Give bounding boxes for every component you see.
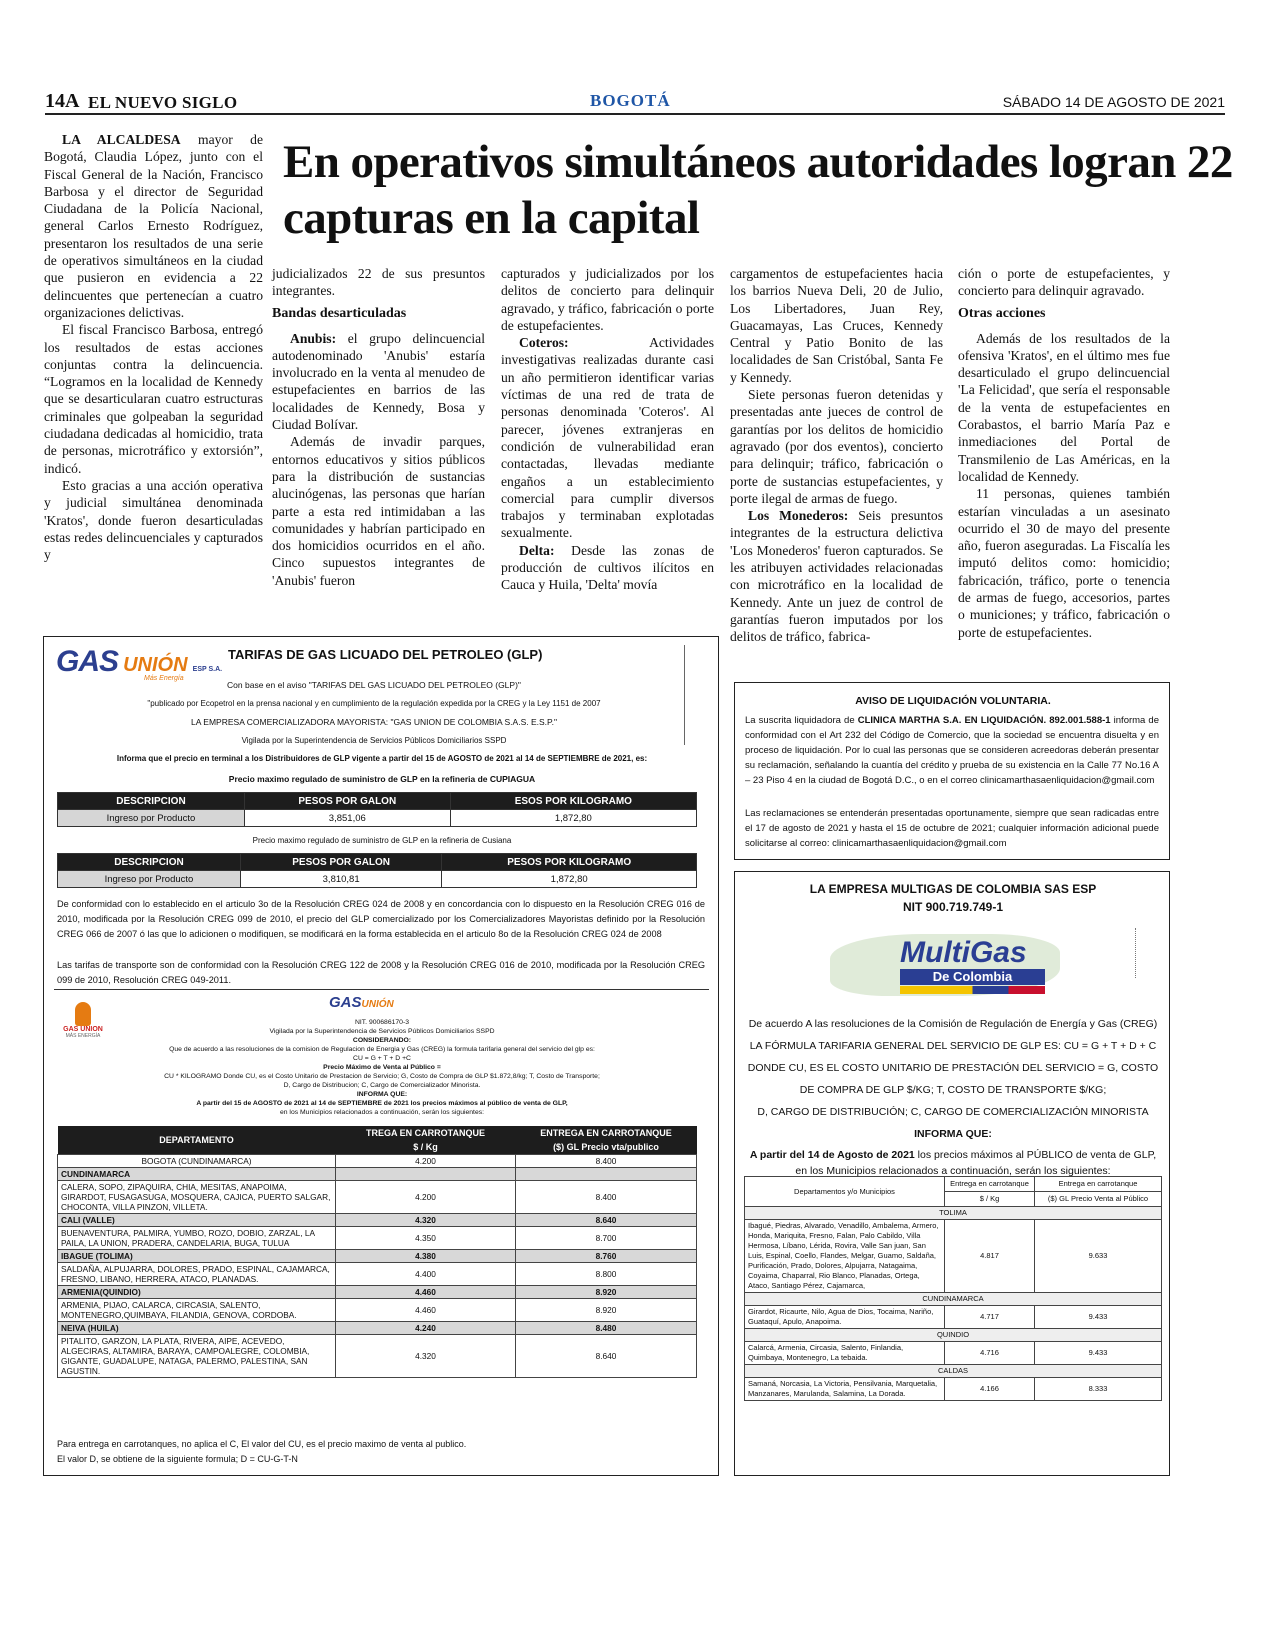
table-row [745, 1220, 1162, 1293]
mascot-logo-text: GAS UNION [63, 1026, 103, 1033]
department-cell: CUNDINAMARCA [58, 1167, 336, 1180]
table-row [745, 1342, 1162, 1365]
paragraph: ción o porte de estupefacientes, y concierto para delinquir agravado. [958, 266, 1170, 299]
table-row [58, 1262, 697, 1285]
notice-title: AVISO DE LIQUIDACIÓN VOLUNTARIA. [855, 695, 1051, 707]
group-name: CUNDINAMARCA [745, 1293, 1162, 1306]
text-line: LA FÓRMULA TARIFARIA GENERAL DEL SERVICIO DE GLP ES: CU = G + T + D + C [749, 1040, 1157, 1052]
divider [54, 989, 709, 990]
text-line: DONDE CU, ES EL COSTO UNITARIO DE PRESTACIÓN DEL SERVICIO = G, COSTO DE COMPRA DE GLP $/KG; T, COSTO DE TRANSPORTE $/KG; [747, 1062, 1159, 1096]
price-per-kg-cell: 4.460 [336, 1285, 516, 1298]
group-name: TOLIMA [745, 1207, 1162, 1220]
table-header: $ / Kg [336, 1140, 516, 1154]
glp-line: Informa que el precio en terminal a los Distribuidores de GLP vigente a partir del 15 de AGOSTO de 2021 al 14 de SEPTIEMBRE de 2021, es: [116, 754, 648, 763]
department-cell: ARMENIA(QUINDIO) [58, 1285, 336, 1298]
text: informa de conformidad con el Art 232 del Código de Comercio, que la sociedad se encuentra disuelta y en proceso de liquidación. Por lo cual las personas que se consideren acreedoras deberán presentar su reclamación, señalando la cuantía del crédito y prueba de su existencia en la Calle 77 No.16 A – 23 Piso 4 en la ciudad de Bogotá D.C., o en el correo clinicamarthasaenliquidacion@gmail.com [745, 715, 1159, 786]
logo-tagline: Más Energía [144, 675, 184, 682]
price-per-gallon-cell: 8.920 [516, 1285, 697, 1298]
lead-in: Coteros: [519, 335, 569, 351]
table-header: PESOS POR GALON [244, 793, 450, 810]
group-row [745, 1207, 1162, 1220]
multigas-text-block [745, 1013, 1161, 1179]
flag-stripe [900, 986, 1045, 994]
price-per-gallon-cell: 8.640 [516, 1334, 697, 1377]
logo-union-text: UNIÓN [361, 999, 394, 1010]
price-per-kg-cell: 4.400 [336, 1262, 516, 1285]
department-cell: BOGOTA (CUNDINAMARCA) [58, 1154, 336, 1167]
price-per-gallon-cell: 8.920 [516, 1298, 697, 1321]
department-cell: BUENAVENTURA, PALMIRA, YUMBO, ROZO, DOBIO, ZARZAL, LA PAILA, LA UNION, PRADERA, CANDELARIA, BUGA, TULUA [58, 1226, 336, 1249]
table-row [58, 1167, 697, 1180]
table-cell: 1,872,80 [450, 810, 696, 827]
glp-tariff-ad [43, 636, 719, 1476]
logo-sub: ESP S.A. [192, 666, 223, 673]
price-per-kg-cell: 4.200 [336, 1154, 516, 1167]
paragraph: judicializados 22 de sus presuntos integrantes. [272, 266, 485, 299]
text-line: los precios máximos al PÚBLICO de venta de GLP, en los Municipios relacionados a continuación, serán los siguientes: [795, 1149, 1157, 1177]
price-per-kg-cell: 4.460 [336, 1298, 516, 1321]
table-cell: 1,872,80 [442, 871, 697, 888]
multigas-logo [830, 928, 1075, 1000]
article-column-3 [501, 265, 714, 594]
price-per-kg-cell [336, 1167, 516, 1180]
price-per-gallon-cell [516, 1167, 697, 1180]
department-cell: IBAGUE (TOLIMA) [58, 1249, 336, 1262]
text-line: Que de acuerdo a las resoluciones de la comision de Regulacion de Energia y Gas (CREG) la formula tarifaria general del servicio del glp es: [169, 1046, 595, 1053]
glp-legal-text: Las tarifas de transporte son de conformidad con la Resolución CREG 122 de 2008 y la Resolución CREG 016 de 2010, modificada por la Resolución CREG 099 de 2010, Resolución CREG 049-2011. [57, 960, 705, 985]
text-line: A partir del 15 de AGOSTO de 2021 al 14 de SEPTIEMBRE de 2021 los precios máximos al público de venta de GLP, [196, 1100, 568, 1107]
price-per-kg-cell: 4.716 [945, 1342, 1035, 1365]
issue-date: SÁBADO 14 DE AGOSTO DE 2021 [1002, 94, 1225, 110]
table-header: PESOS POR KILOGRAMO [442, 854, 697, 871]
price-per-kg-cell: 4.717 [945, 1306, 1035, 1329]
price-table-cusiana [57, 853, 697, 888]
subheading: Bandas desarticuladas [272, 305, 407, 321]
table-header: ($) GL Precio Venta al Público [1035, 1192, 1162, 1207]
price-per-gallon-cell: 8.333 [1035, 1378, 1162, 1401]
price-per-kg-cell: 4.200 [336, 1180, 516, 1213]
decorative-mark [1135, 928, 1143, 978]
table-header: Departamentos y/o Municipios [745, 1177, 945, 1207]
paragraph: Actividades investigativas realizadas durante casi un año permitieron identificar varias víctimas de una red de trata de personas denominada 'Coteros'. Al parecer, jóvenes extranjeras en condición de vulnerabilidad eran contactadas, llevadas mediante engaños a un establecimiento comercial para cumplir diversos trabajos y terminaban explotadas sexualmente. [501, 335, 714, 541]
glp-line: Con base en el aviso "TARIFAS DEL GAS LICUADO DEL PETROLEO (GLP)" [227, 680, 521, 690]
price-per-gallon-cell: 8.480 [516, 1321, 697, 1334]
mascot-logo-sub: MÁS ENERGÍA [65, 1033, 101, 1039]
price-per-gallon-cell: 8.400 [516, 1180, 697, 1213]
lead-in: LA ALCALDESA [62, 132, 181, 147]
glp-line: LA EMPRESA COMERCIALIZADORA MAYORISTA: "GAS UNION DE COLOMBIA S.A.S. E.S.P." [191, 717, 557, 727]
glp-line: Precio maximo regulado de suministro de GLP en la refineria de CUPIAGUA [228, 774, 536, 784]
article-column-2 [272, 265, 485, 589]
table-cell: Ingreso por Producto [58, 871, 241, 888]
decorative-mark [684, 645, 708, 745]
price-per-gallon-cell: 8.700 [516, 1226, 697, 1249]
department-cell: PITALITO, GARZON, LA PLATA, RIVERA, AIPE, ACEVEDO, ALGECIRAS, ALTAMIRA, BARAYA, CAMPOALEGRE, COLOMBIA, GIGANTE, GUADALUPE, NATAGA, PALERMO, PALESTINA, SAN AGUSTIN. [58, 1334, 336, 1377]
text-line: CU * KILOGRAMO Donde CU, es el Costo Unitario de Prestacion de Servicio; G, Costo de Compra de GLP $1.872,8/kg; T, Costo de Transporte; [164, 1073, 600, 1080]
table-row [58, 1213, 697, 1226]
glp-legal-text: De conformidad con lo establecido en el articulo 3o de la Resolución CREG 024 de 2008 y en concordancia con lo dispuesto en la Resolución CREG 016 de 2010, modificada por la Resolución CREG 099 de 2010, el precio del GLP comercializado por los Comercializadores Mayoristas definido por la Resolución CREG 066 de 2007 ó las que lo adicionen o modifiquen, se modificará en la forma establecida en el articulo 8o de la Resolución CREG 024 de 2008 [57, 899, 705, 939]
article-column-1 [44, 131, 263, 563]
department-cell: SALDAÑA, ALPUJARRA, DOLORES, PRADO, ESPINAL, CAJAMARCA, FRESNO, LIBANO, HERRERA, ATACO, PLANADAS. [58, 1262, 336, 1285]
section-title: BOGOTÁ [590, 91, 671, 110]
paragraph: cargamentos de estupefacientes hacia los barrios Nueva Deli, 20 de Julio, Los Libertadores, Juan Rey, Guacamayas, Las Cruces, Kennedy Central y Patio Bonito de las localidades de San Cristóbal, Santa Fe y Kennedy. [730, 266, 943, 385]
paragraph: El fiscal Francisco Barbosa, entregó los resultados de estas acciones conjuntas contra la delincuencia. “Logramos en la localidad de Kennedy que se desarticularan cuatro estructuras criminales que golpeaban la seguridad ciudadana dedicadas al homicidio, trata de personas, microtráfico y extorsión”, indicó. [44, 322, 263, 476]
department-cell: ARMENIA, PIJAO, CALARCA, CIRCASIA, SALENTO, MONTENEGRO,QUIMBAYA, FILANDIA, GENOVA, CORDOBA. [58, 1298, 336, 1321]
price-per-kg-cell: 4.240 [336, 1321, 516, 1334]
multigas-price-table [744, 1176, 1162, 1401]
date-lead: A partir del 14 de Agosto de 2021 [749, 1149, 915, 1161]
table-row [58, 1321, 697, 1334]
paragraph: capturados y judicializados por los delitos de concierto para delinquir agravado, y tráfico, fabricación o porte de estupefacientes. [501, 266, 714, 333]
text-line: De acuerdo A las resoluciones de la Comisión de Regulación de Energía y Gas (CREG) [748, 1018, 1158, 1030]
gas-union-logo-small [329, 992, 394, 1011]
lead-in: Delta: [519, 542, 555, 558]
group-row [745, 1293, 1162, 1306]
glp-line: Precio maximo regulado de suministro de GLP en la refineria de Cusiana [252, 836, 512, 845]
text-line: D, Cargo de Distribucion; C, Cargo de Comercializador Minorista. [283, 1082, 481, 1089]
price-per-gallon-cell: 8.800 [516, 1262, 697, 1285]
glp-line: "publicado por Ecopetrol en la prensa nacional y en cumplimiento de la regulación expedida por la CREG y la Ley 1151 de 2007 [147, 699, 601, 708]
towns-cell: Calarcá, Armenia, Circasia, Salento, Finlandia, Quimbaya, Montenegro, La tebaida. [745, 1342, 945, 1365]
table-header: ENTREGA EN CARROTANQUE [516, 1126, 697, 1140]
price-per-kg-cell: 4.817 [945, 1220, 1035, 1293]
logo-gas-text: GAS [56, 645, 119, 678]
text-line: Vigilada por la Superintendencia de Servicios Públicos Domiciliarios SSPD [269, 1028, 495, 1035]
table-header: $ / Kg [945, 1192, 1035, 1207]
price-per-kg-cell: 4.320 [336, 1334, 516, 1377]
footnote: El valor D, se obtiene de la siguiente formula; D = CU-G-T-N [57, 1454, 298, 1464]
notice-body [745, 713, 1159, 788]
paragraph: Siete personas fueron detenidas y presentadas ante jueces de control de garantías por los delitos de homicidio agravado (por dos eventos), concierto para delinquir; tráfico, fabricación o porte de sustancias estupefacientes, y porte ilegal de armas de fuego. [730, 387, 943, 506]
logo-union-text: UNIÓN [123, 654, 188, 676]
table-header: PESOS POR GALON [240, 854, 441, 871]
text: La suscrita liquidadora de [745, 715, 858, 726]
price-per-gallon-cell: 8.760 [516, 1249, 697, 1262]
paragraph: el grupo delincuencial autodenominado 'Anubis' estaría involucrado en la venta al menudeo de estupefacientes en barrios de las localidades de Kennedy, Bosa y Ciudad Bolívar. [272, 330, 485, 433]
text-line: INFORMA QUE: [356, 1091, 408, 1098]
logo-de-colombia-text: De Colombia [900, 969, 1045, 985]
article-column-4 [730, 265, 943, 646]
table-row [745, 1378, 1162, 1401]
department-price-table [57, 1126, 697, 1378]
price-per-gallon-cell: 9.433 [1035, 1306, 1162, 1329]
table-cell: 3,851,06 [244, 810, 450, 827]
table-cell: 3,810,81 [240, 871, 441, 888]
price-per-kg-cell: 4.350 [336, 1226, 516, 1249]
text-line: CU = G + T + D +C [353, 1055, 411, 1062]
notice-body: Las reclamaciones se entenderán presentadas oportunamente, siempre que sean radicadas entre el 17 de agosto de 2021 y hasta el 15 de octubre de 2021; cualquier información adicional puede solicitarse al correo: clinicamarthasaenliquidacion@gmail.com [745, 808, 1159, 849]
text-line: Precio Máximo de Venta al Público = [323, 1064, 441, 1071]
lead-in: Los Monederos: [748, 508, 849, 524]
text-line: D, CARGO DE DISTRIBUCIÓN; C, CARGO DE COMERCIALIZACIÓN MINORISTA [757, 1106, 1149, 1118]
considerando-block [44, 1018, 720, 1117]
nit: NIT. 900686170-3 [354, 1019, 410, 1026]
glp-line: Vigilada por la Superintendencia de Servicios Públicos Domiciliarios SSPD [241, 736, 507, 745]
price-per-kg-cell: 4.320 [336, 1213, 516, 1226]
glp-title: TARIFAS DE GAS LICUADO DEL PETROLEO (GLP) [228, 647, 543, 662]
company-name: CLINICA MARTHA S.A. EN LIQUIDACIÓN. 892.001.588-1 [857, 715, 1111, 726]
headline: En operativos simultáneos autoridades logran 22 capturas en la capital [283, 136, 1233, 244]
article-column-5 [958, 265, 1170, 641]
paragraph: 11 personas, quienes también estarían vinculadas a un asesinato ocurrido el 30 de mayo del presente año, fueron aseguradas. La Fiscalía les imputó delitos como: homicidio; fabricación, tráfico, porte o tenencia de armas de fuego, accesorios, partes o municiones; y tráfico, fabricación o porte de estupefacientes. [958, 486, 1170, 640]
paragraph: Esto gracias a una acción operativa y judicial simultánea denominada 'Kratos', donde fueron desarticuladas estas redes delincuenciales y capturados y [44, 477, 263, 563]
text-line: INFORMA QUE: [914, 1128, 992, 1140]
table-header: TREGA EN CARROTANQUE [336, 1126, 516, 1140]
paragraph: Además de los resultados de la ofensiva 'Kratos', en el último mes fue desarticulado el grupo delincuencial 'La Felicidad', que sería el responsable de la venta de estupefacientes en Corabastos, el barrio María Paz e inmediaciones del Portal de Transmilenio de Las Américas, en la localidad de Kennedy. [958, 330, 1170, 484]
department-cell: CALI (VALLE) [58, 1213, 336, 1226]
towns-cell: Ibagué, Piedras, Alvarado, Venadillo, Ambalema, Armero, Honda, Mariquita, Fresno, Falan, Palo Cabildo, Villa Hermosa, Líbano, Lérida, Rovira, Valle San juan, San Luis, Espinal, Coello, Flandes, Melgar, Guamo, Saldaña, Purificación, Prado, Dolores, Alpujarra, Natagaima, Coyaima, Chaparral, Rio Blanco, Planadas, Ortega, Ataco, Santiago Pérez, Cajamarca, [745, 1220, 945, 1293]
header-rule [45, 113, 1225, 115]
footnote: Para entrega en carrotanques, no aplica el C, El valor del CU, es el precio maximo de venta al publico. [57, 1439, 467, 1449]
table-row [745, 1306, 1162, 1329]
logo-multigas-text: MultiGas [900, 936, 1027, 969]
multigas-ad [734, 871, 1170, 1476]
logo-gas-text: GAS [329, 994, 362, 1011]
table-header: DEPARTAMENTO [58, 1126, 336, 1154]
gas-union-logo [56, 645, 222, 682]
newspaper-name: EL NUEVO SIGLO [88, 93, 238, 112]
paragraph: mayor de Bogotá, Claudia López, junto con el Fiscal General de la Nación, Francisco Barbosa y el director de Seguridad Ciudadana de la Policía Nacional, general Carlos Ernesto Rodríguez, presentaron los resultados de una serie de operativos simultáneos en la ciudad que pusieron en evidencia a 22 delincuentes que pertenecían a cuatro organizaciones delictivas. [44, 132, 263, 320]
price-per-gallon-cell: 8.400 [516, 1154, 697, 1167]
price-per-gallon-cell: 9.433 [1035, 1342, 1162, 1365]
department-cell: CALERA, SOPO, ZIPAQUIRA, CHIA, MESITAS, ANAPOIMA, GIRARDOT, FUSAGASUGA, MOSQUERA, CAJICA, PUERTO SALGAR, CHOCONTA, VILLA PINZON, VILLETA. [58, 1180, 336, 1213]
table-row [58, 1285, 697, 1298]
table-row [58, 1298, 697, 1321]
table-row [58, 1180, 697, 1213]
table-row [58, 1334, 697, 1377]
subheading: Otras acciones [958, 305, 1046, 321]
price-per-gallon-cell: 8.640 [516, 1213, 697, 1226]
paragraph: Seis presuntos integrantes de la estructura delictiva 'Los Monederos' fueron capturados. Se les atribuyen actividades relacionadas con microtráfico en la localidad de Kennedy. Ante un juez de control de garantías fueron imputados por los delitos de tráfico, fabrica- [730, 508, 943, 645]
table-header: Entrega en carrotanque [945, 1177, 1035, 1192]
multigas-nit: NIT 900.719.749-1 [902, 900, 1004, 914]
department-cell: NEIVA (HUILA) [58, 1321, 336, 1334]
price-per-kg-cell: 4.380 [336, 1249, 516, 1262]
table-row [58, 1226, 697, 1249]
page-number: 14A [45, 90, 80, 112]
group-name: CALDAS [745, 1365, 1162, 1378]
table-row [58, 1249, 697, 1262]
group-row [745, 1329, 1162, 1342]
paragraph: Además de invadir parques, entornos educativos y sitios públicos para la distribución de sustancias alucinógenas, las personas que harían parte a esta red intimidaban a las comunidades y habrían participado en dos homicidios ocurridos en el año. Cinco supuestos integrantes de 'Anubis' fueron [272, 434, 485, 588]
multigas-title: LA EMPRESA MULTIGAS DE COLOMBIA SAS ESP [809, 882, 1097, 896]
table-header: ($) GL Precio vta/publico [516, 1140, 697, 1154]
group-row [745, 1365, 1162, 1378]
price-per-kg-cell: 4.166 [945, 1378, 1035, 1401]
table-header: DESCRIPCION [58, 793, 245, 810]
table-cell: Ingreso por Producto [58, 810, 245, 827]
group-name: QUINDIO [745, 1329, 1162, 1342]
table-header: DESCRIPCION [58, 854, 241, 871]
table-header: Entrega en carrotanque [1035, 1177, 1162, 1192]
liquidation-notice [734, 682, 1170, 860]
towns-cell: Samaná, Norcasia, La Victoria, Pensilvania, Marquetalia, Manzanares, Marulanda, Salamina, La Dorada. [745, 1378, 945, 1401]
paragraph: Desde las zonas de producción de cultivos ilícitos en Cauca y Huila, 'Delta' movía [501, 542, 714, 593]
table-row [58, 1154, 697, 1167]
towns-cell: Girardot, Ricaurte, Nilo, Agua de Dios, Tocaima, Nariño, Guataquí, Apulo, Anapoima. [745, 1306, 945, 1329]
table-header: ESOS POR KILOGRAMO [450, 793, 696, 810]
lead-in: Anubis: [290, 330, 337, 346]
price-per-gallon-cell: 9.633 [1035, 1220, 1162, 1293]
text-line: en los Municipios relacionados a continuación, serán los siguientes: [279, 1109, 485, 1116]
price-table-cupiagua [57, 792, 697, 827]
text-line: CONSIDERANDO: [352, 1037, 412, 1044]
